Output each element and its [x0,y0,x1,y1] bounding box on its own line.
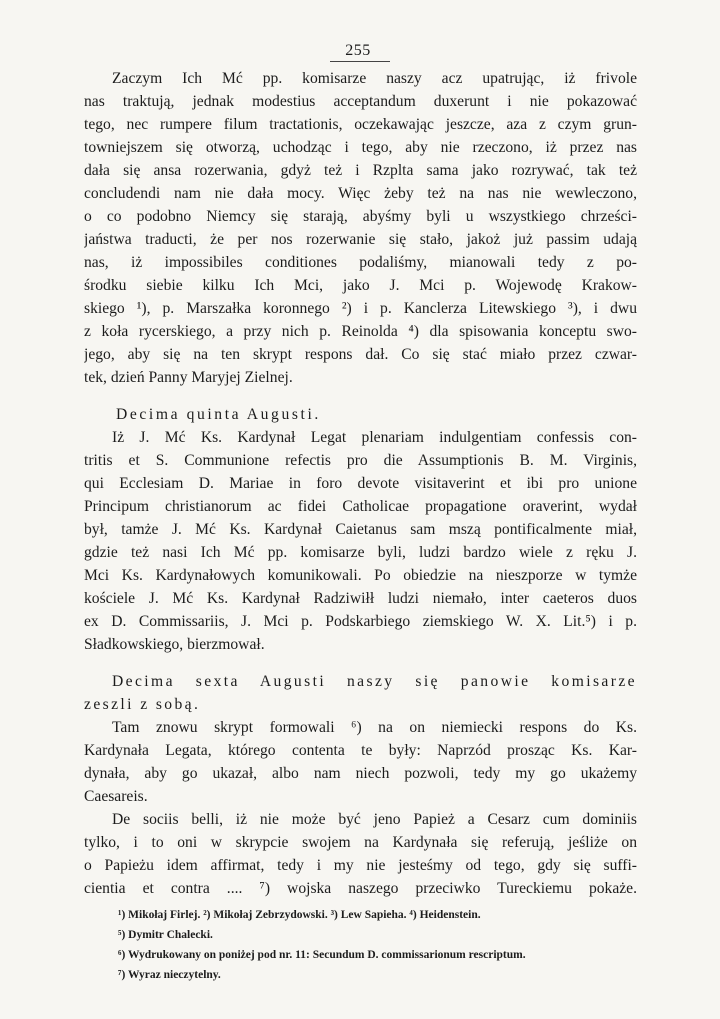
text-line: Caesareis. [84,788,148,805]
text-line: Principum christianorum ac fidei Catholicae propagatione oraverint, wydał [84,498,637,515]
footnote: ⁵) Dymitr Chalecki. [118,929,213,941]
text-line: Kardynała Legata, którego contenta te były: Naprzód prosząc Ks. Kar- [84,742,637,759]
text-line: cientia et contra .... ⁷) wojska naszego przeciwko Tureckiemu pokaże. [84,880,637,897]
text-line: qui Ecclesiam D. Mariae in foro devote visitaverint et ibi pro unione [84,475,637,492]
text-line: z koła rycerskiego, a przy nich p. Reinolda ⁴) dla spisowania konceptu swo- [84,323,637,340]
text-line: środku siebie kilku Ich Mci, jako J. Mci p. Wojewodę Krakow- [84,277,637,294]
footnote: ¹) Mikołaj Firlej. ²) Mikołaj Zebrzydowski. ³) Lew Sapieha. ⁴) Heidenstein. [118,909,481,921]
page-number-rule [330,61,390,62]
text-line: tritis et S. Communione refectis pro die Assumptionis B. M. Virginis, [84,452,637,469]
text-line: tek, dzień Panny Maryjej Zielnej. [84,369,293,386]
text-line: jego, aby się na ten skrypt respons dał. Co się stać miało przez czwar- [84,346,637,363]
text-line: tego, nec rumpere filum tractationis, oczekawając jeszcze, aza z czym grun- [84,116,637,133]
text-line: Decima quinta Augusti. [116,406,321,423]
text-line: jaństwa traducti, że per nos rozerwanie się stało, jakoż już passim udają [84,231,637,248]
text-line: towniejszem się otworzą, uchodząc i tego, aby nie rzeczono, iż przez nas [84,139,637,156]
text-line: był, tamże J. Mć Ks. Kardynał Caietanus sam mszą pontificalmente miał, [84,521,637,538]
text-line: nas, iż impossibiles conditiones podaliśmy, mianowali tedy z po- [84,254,637,271]
footnote: ⁶) Wydrukowany on poniżej pod nr. 11: Secundum D. commissarionum rescriptum. [118,949,526,961]
text-line: Mci Ks. Kardynałowych komunikowali. Po obiedzie na nieszporze w tymże [84,567,637,584]
text-line: gdzie też nasi Ich Mć pp. komisarze byli, ludzi bardzo wiele z ręku J. [84,544,637,561]
text-line: nas traktują, jednak modestius acceptandum duxerunt i nie pokazować [84,93,637,110]
text-line: Decima sexta Augusti naszy się panowie komisarze [112,673,637,690]
text-line: dała się ansa rozerwania, gdyż też i Rzplta sama jako rozrywać, tak też [84,162,637,179]
text-line: o co podobno Niemcy się starają, abyśmy byli u wszystkiego chrześci- [84,208,637,225]
text-line: skiego ¹), p. Marszałka koronnego ²) i p. Kanclerza Litewskiego ³), i dwu [84,300,637,317]
text-line: concludendi nam nie dała mocy. Więc żeby też na nas nie wewleczono, [84,185,637,202]
text-line: zeszli z sobą. [84,696,201,713]
text-line: Zaczym Ich Mć pp. komisarze naszy acz upatrując, iż frivole [112,70,637,87]
footnote: ⁷) Wyraz nieczytelny. [118,969,221,981]
text-line: o Papieżu idem affirmat, tedy i my nie jesteśmy od tego, gdy się suffi- [84,857,637,874]
text-line: kościele J. Mć Ks. Kardynał Radziwiłł ludzi niemało, inter caeteros duos [84,590,637,607]
page-number: 255 [345,42,371,59]
text-line: ex D. Commissariis, J. Mci p. Podskarbiego ziemskiego W. X. Lit.⁵) i p. [84,613,637,630]
text-line: tylko, i to oni w skrypcie swojem na Kardynała się referują, jeśliże on [84,834,637,851]
text-line: Sładkowskiego, bierzmował. [84,636,265,653]
text-line: De sociis belli, iż nie może być jeno Papież a Cesarz cum dominiis [112,811,637,828]
text-line: Iż J. Mć Ks. Kardynał Legat plenariam indulgentiam confessis con- [112,429,637,446]
text-line: dynała, aby go ukazał, albo nam niech pozwoli, tedy my go ukażemy [84,765,637,782]
text-line: Tam znowu skrypt formowali ⁶) na on niemiecki respons do Ks. [112,719,637,736]
